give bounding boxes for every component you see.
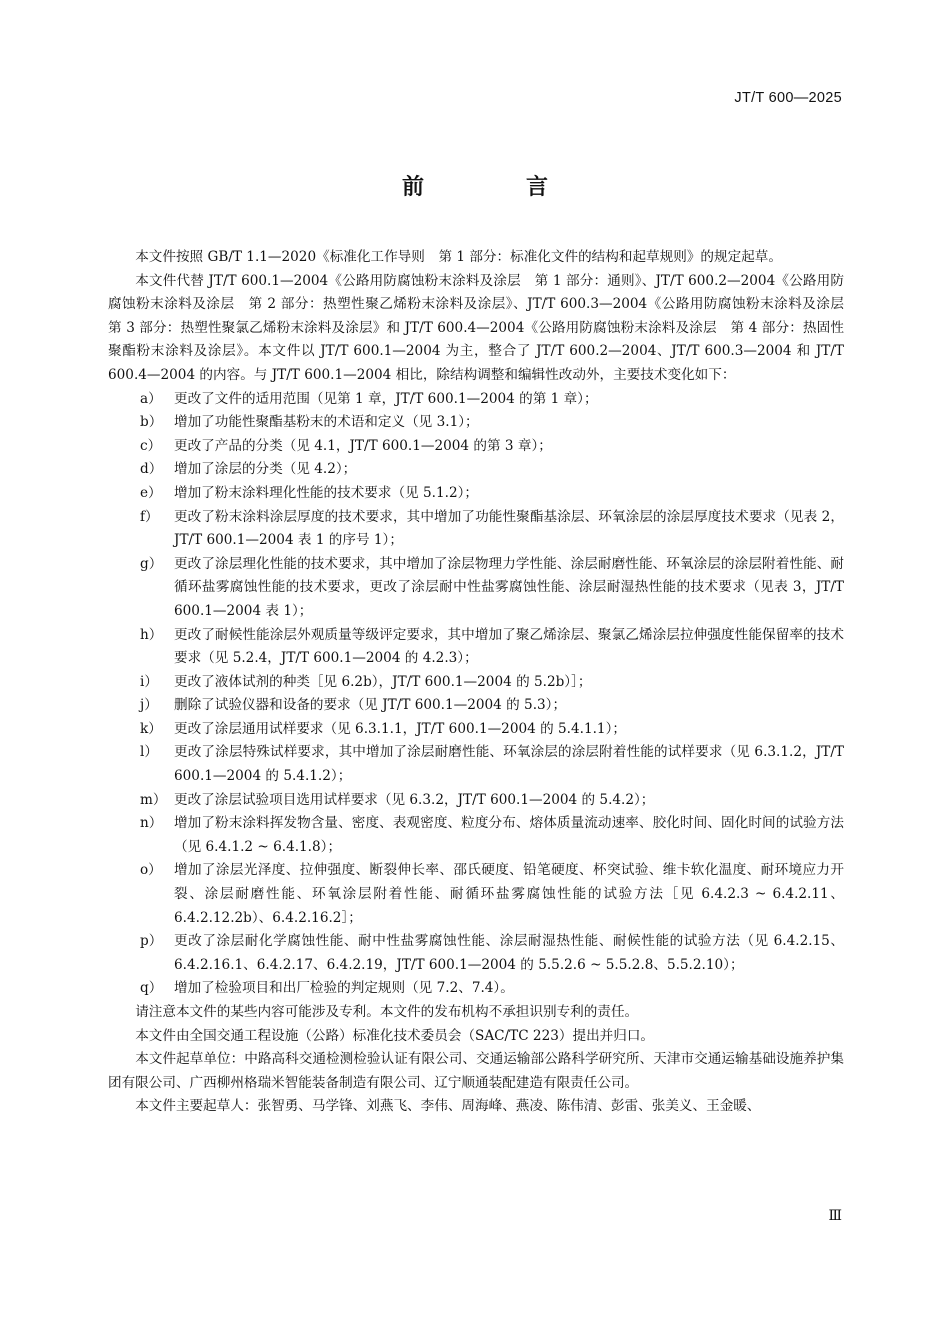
page-number: Ⅲ [828, 1208, 842, 1224]
proposer-statement: 本文件由全国交通工程设施（公路）标准化技术委员会（SAC/TC 223）提出并归口。 [135, 1027, 655, 1044]
page-title: 前 言 [401, 175, 588, 200]
list-marker: i） [140, 673, 158, 690]
list-item-text: 更改了粉末涂料涂层厚度的技术要求，其中增加了功能性聚酯基涂层、环氧涂层的涂层厚度技术要求（见表 2，JT/T 600.1—2004 表 1 的序号 1）； [174, 508, 844, 549]
list-marker: f） [140, 508, 159, 525]
list-item [108, 741, 844, 788]
list-item-text: 增加了涂层光泽度、拉伸强度、断裂伸长率、邵氏硬度、铅笔硬度、杯突试验、维卡软化温度、耐环境应力开裂、涂层耐磨性能、环氧涂层附着性能、耐循环盐雾腐蚀性能的试验方法［见 6.4.2.3 ~ 6.4.2.11、6.4.2.12.2b）、6.4.2.16.2］； [174, 862, 844, 926]
list-item [108, 388, 844, 412]
list-item-text: 增加了粉末涂料挥发物含量、密度、表观密度、粒度分布、熔体质量流动速率、胶化时间、固化时间的试验方法（见 6.4.1.2 ~ 6.4.1.8）； [174, 815, 844, 855]
list-item-text: 更改了耐候性能涂层外观质量等级评定要求，其中增加了聚乙烯涂层、聚氯乙烯涂层拉伸强度性能保留率的技术要求（见 5.2.4，JT/T 600.1—2004 的 4.2.3）； [174, 626, 844, 667]
list-item-text: 增加了涂层的分类（见 4.2）； [174, 461, 357, 478]
list-marker: k） [140, 720, 162, 737]
list-marker: l） [140, 744, 158, 761]
list-item [108, 789, 844, 813]
list-item [108, 812, 844, 859]
drafters: 本文件主要起草人：张智勇、马学锋、刘燕飞、李伟、周海峰、燕凌、陈伟清、彭雷、张美义、王金暖、 [135, 1098, 761, 1115]
list-item [108, 506, 844, 553]
list-marker: g） [140, 555, 163, 572]
list-item-text: 更改了涂层理化性能的技术要求，其中增加了涂层物理力学性能、涂层耐磨性能、环氧涂层的涂层附着性能、耐循环盐雾腐蚀性能的技术要求，更改了涂层耐中性盐雾腐蚀性能、涂层耐湿热性能的技术要求（见表 3，JT/T 600.1—2004 表 1）； [174, 555, 844, 619]
list-item [108, 977, 844, 1001]
list-item [108, 930, 844, 977]
list-marker: q） [140, 980, 163, 997]
list-marker: o） [140, 862, 162, 879]
intro-paragraph: 本文件按照 GB/T 1.1—2020《标准化工作导则 第 1 部分：标准化文件的结构和起草规则》的规定起草。 [135, 249, 782, 265]
list-item [108, 694, 844, 718]
list-item-text: 更改了文件的适用范围（见第 1 章，JT/T 600.1—2004 的第 1 章）； [174, 390, 598, 407]
list-marker: h） [140, 626, 163, 643]
patent-notice: 请注意本文件的某些内容可能涉及专利。本文件的发布机构不承担识别专利的责任。 [135, 1004, 639, 1020]
list-item-text: 删除了试验仪器和设备的要求（见 JT/T 600.1—2004 的 5.3）； [174, 697, 567, 714]
list-marker: c） [140, 437, 162, 454]
list-item-text: 更改了涂层通用试样要求（见 6.3.1.1，JT/T 600.1—2004 的 5.4.1.1）； [174, 720, 626, 737]
list-marker: e） [140, 484, 162, 501]
list-item [108, 859, 844, 930]
list-item [108, 458, 844, 482]
list-item [108, 718, 844, 742]
document-body [108, 246, 858, 1119]
list-marker: p） [140, 933, 163, 950]
list-item-text: 更改了涂层耐化学腐蚀性能、耐中性盐雾腐蚀性能、涂层耐湿热性能、耐候性能的试验方法（见 6.4.2.15、6.4.2.16.1、6.4.2.17、6.4.2.19，JT/T 600.1—2004 的 5.5.2.6 ~ 5.5.2.8、5.5.2.10）； [174, 933, 844, 973]
list-marker: n） [140, 815, 163, 832]
list-item [108, 624, 844, 671]
list-item-text: 更改了产品的分类（见 4.1，JT/T 600.1—2004 的第 3 章）； [174, 437, 552, 454]
intro-paragraph: 本文件代替 JT/T 600.1—2004《公路用防腐蚀粉末涂料及涂层 第 1 部分：通则》、JT/T 600.2—2004《公路用防腐蚀粉末涂料及涂层 第 2 部分：热塑性聚乙烯粉末涂料及涂层》、JT/T 600.3—2004《公路用防腐蚀粉末涂料及涂层 第 3 部分：热塑性聚氯乙烯粉末涂料及涂层》和 JT/T 600.4—2004《公路用防腐蚀粉末涂料及涂层 第 4 部分：热固性聚酯粉末涂料及涂层》。本文件以 JT/T 600.1—2004 为主，整合了 JT/T 600.2—2004、JT/T 600.3—2004 和 JT/T 600.4—2004 的内容。与 JT/T 600.1—2004 相比，除结构调整和编辑性改动外，主要技术变化如下： [108, 272, 858, 383]
list-marker: j） [140, 697, 158, 714]
changes-list [108, 388, 844, 1001]
document-code: JT/T 600—2025 [734, 90, 842, 106]
list-item-text: 更改了涂层试验项目选用试样要求（见 6.3.2，JT/T 600.1—2004 的 5.4.2）； [174, 791, 655, 808]
list-marker: m） [140, 791, 167, 808]
list-item-text: 更改了涂层特殊试样要求，其中增加了涂层耐磨性能、环氧涂层的涂层附着性能的试样要求（见 6.3.1.2，JT/T 600.1—2004 的 5.4.1.2）； [174, 744, 844, 785]
list-item-text: 增加了检验项目和出厂检验的判定规则（见 7.2、7.4）。 [174, 980, 514, 997]
list-marker: a） [140, 390, 162, 407]
list-item [108, 482, 844, 506]
list-item [108, 411, 844, 435]
list-item [108, 671, 844, 695]
list-item-text: 更改了液体试剂的种类［见 6.2b），JT/T 600.1—2004 的 5.2b）］； [174, 673, 592, 690]
drafting-organizations: 本文件起草单位：中路高科交通检测检验认证有限公司、交通运输部公路科学研究所、天津市交通运输基础设施养护集团有限公司、广西柳州格瑞米智能装备制造有限公司、辽宁顺通装配建造有限责任公司。 [108, 1051, 844, 1091]
list-item-text: 增加了粉末涂料理化性能的技术要求（见 5.1.2）； [174, 484, 478, 501]
list-item [108, 553, 844, 624]
list-marker: b） [140, 414, 163, 431]
list-item-text: 增加了功能性聚酯基粉末的术语和定义（见 3.1）； [174, 414, 479, 431]
list-marker: d） [140, 461, 163, 478]
list-item [108, 435, 844, 459]
